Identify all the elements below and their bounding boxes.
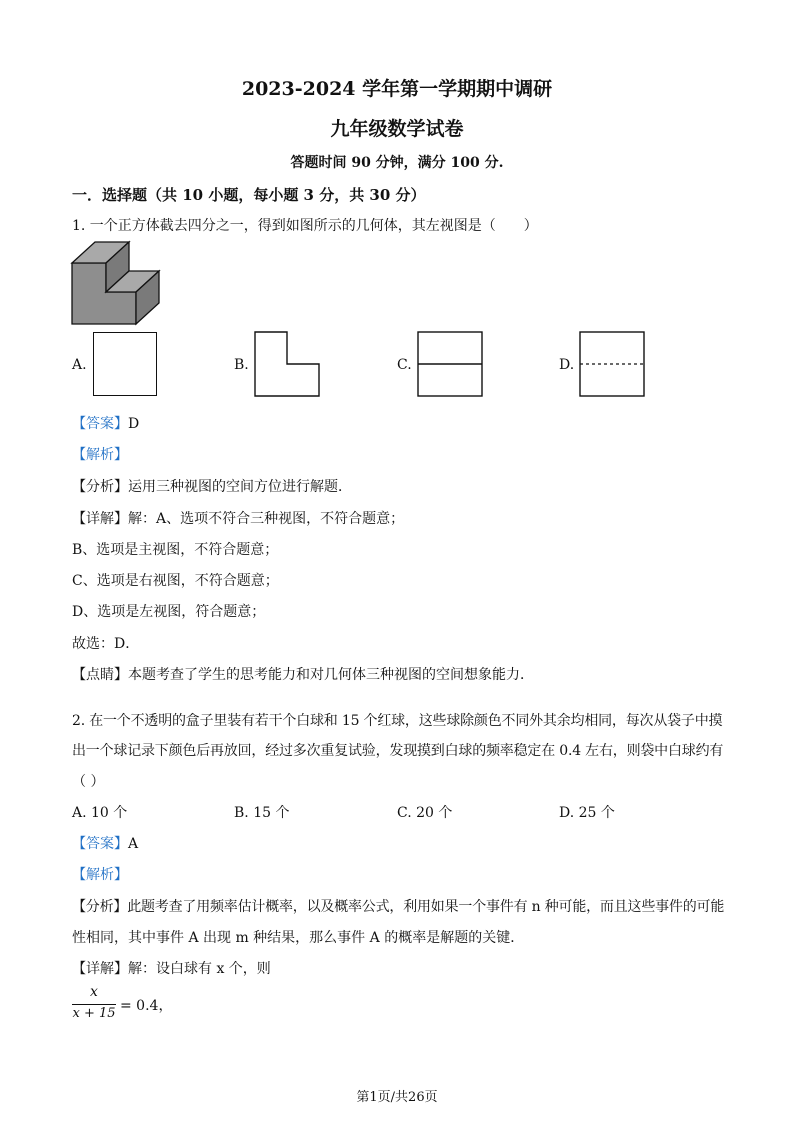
q1-option-a-label: A. <box>72 357 87 373</box>
q2-stem-line2: 出一个球记录下颜色后再放回，经过多次重复试验，发现摸到白球的频率稳定在 0.4 左右，则袋中白球约有 <box>72 743 724 759</box>
answer-value: A <box>128 836 139 852</box>
q1-option-d-label: D. <box>559 357 575 373</box>
q1-option-c-figure <box>417 331 485 399</box>
q2-xiangjie <box>72 958 271 978</box>
q1-option-b-label: B. <box>234 357 249 373</box>
q1-dianjing <box>72 664 534 684</box>
dianjing-text: 本题考查了学生的思考能力和对几何体三种视图的空间想象能力． <box>128 667 534 683</box>
q1-solid-figure <box>70 240 162 326</box>
q1-option-c-label: C. <box>397 357 412 373</box>
exam-subtitle: 九年级数学试卷 <box>330 118 464 140</box>
q1-option-d-figure <box>579 331 647 399</box>
q1-line-c: C、选项是右视图，不符合题意； <box>72 573 279 589</box>
page-number: 第1页/共26页 <box>356 1090 438 1105</box>
q1-answer <box>72 413 139 433</box>
xiangjie-text: 解：A、选项不符合三种视图，不符合题意； <box>128 511 405 527</box>
q1-conclusion: 故选：D． <box>72 636 140 652</box>
q1-line-b: B、选项是主视图，不符合题意； <box>72 542 279 558</box>
answer-value: D <box>128 416 140 432</box>
fenxi-tag: 【分析】 <box>72 899 128 915</box>
xiangjie-text: 解：设白球有 x 个，则 <box>128 961 271 977</box>
q2-fenxi-line1 <box>72 896 724 916</box>
q2-analysis-tag: 【解析】 <box>72 867 128 883</box>
formula-rhs: = 0.4， <box>120 998 173 1014</box>
formula-numerator: x <box>90 984 98 1000</box>
q2-stem-line1: 2. 在一个不透明的盒子里装有若干个白球和 15 个红球，这些球除颜色不同外其余均相同，每次从袋子中摸 <box>72 713 723 729</box>
fenxi-text-1: 此题考查了用频率估计概率，以及概率公式，利用如果一个事件有 n 种可能，而且这些事件的可能 <box>127 899 725 915</box>
q1-line-d: D、选项是左视图，符合题意； <box>72 604 266 620</box>
q1-analysis-tag: 【解析】 <box>72 447 128 463</box>
q2-formula <box>72 984 232 1024</box>
formula-fraction-bar <box>72 1004 116 1005</box>
q2-option-d: D. 25 个 <box>559 805 615 821</box>
q2-option-b: B. 15 个 <box>234 805 290 821</box>
q1-stem: 1. 一个正方体截去四分之一，得到如图所示的几何体，其左视图是（ ） <box>72 218 538 234</box>
q2-option-a: A. 10 个 <box>72 805 128 821</box>
q1-xiangjie <box>72 508 404 528</box>
q2-option-c: C. 20 个 <box>397 805 453 821</box>
fenxi-tag: 【分析】 <box>72 479 128 495</box>
exam-info: 答题时间 90 分钟，满分 100 分. <box>290 155 504 171</box>
exam-title: 2023-2024 学年第一学期期中调研 <box>241 78 553 100</box>
section-heading: 一．选择题（共 10 小题，每小题 3 分，共 30 分） <box>72 186 426 204</box>
xiangjie-tag: 【详解】 <box>72 961 128 977</box>
answer-tag: 【答案】 <box>72 836 128 852</box>
q2-stem-line3: （ ） <box>72 774 105 790</box>
formula-denominator: x + 15 <box>72 1006 116 1021</box>
dianjing-tag: 【点睛】 <box>72 667 128 683</box>
xiangjie-tag: 【详解】 <box>72 511 128 527</box>
q2-answer <box>72 833 138 853</box>
fenxi-text: 运用三种视图的空间方位进行解题． <box>128 479 352 495</box>
q2-fenxi-line2: 性相同，其中事件 A 出现 m 种结果，那么事件 A 的概率是解题的关键． <box>72 930 525 946</box>
q1-option-a-figure <box>93 332 157 396</box>
q1-fenxi <box>72 476 352 496</box>
answer-tag: 【答案】 <box>72 416 128 432</box>
q1-option-b-figure <box>254 331 322 399</box>
